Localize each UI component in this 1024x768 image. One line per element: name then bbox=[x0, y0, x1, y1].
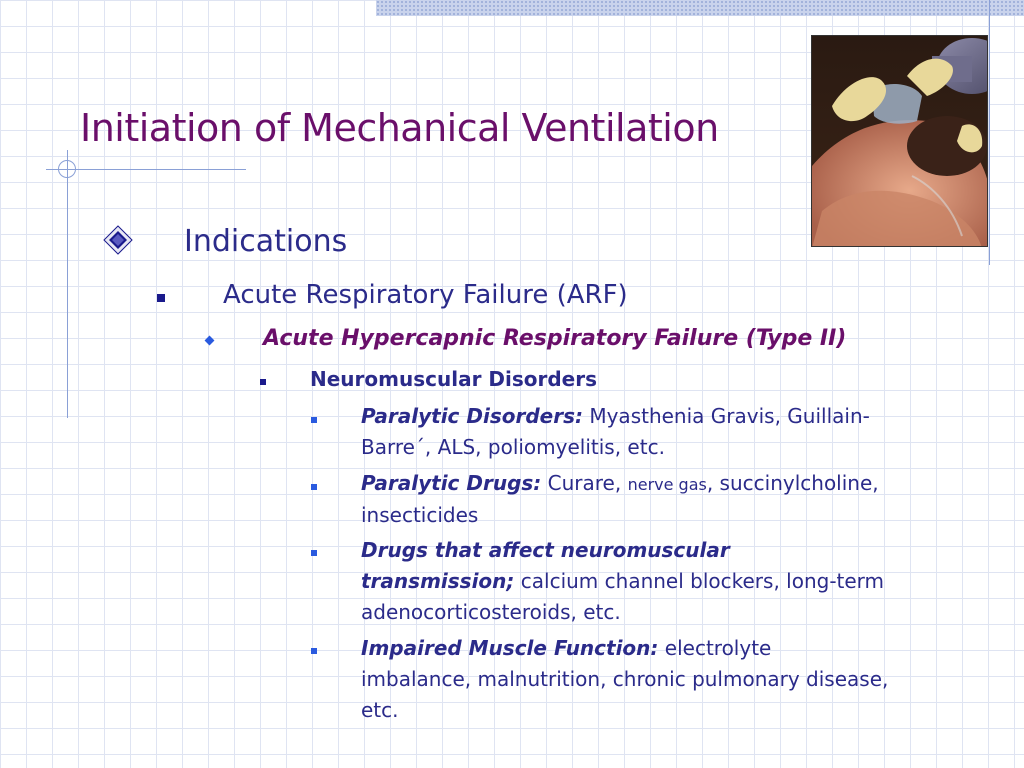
ventilation-photo bbox=[811, 35, 988, 247]
diamond-bullet-icon bbox=[103, 225, 133, 259]
item-text: calcium channel blockers, long-term bbox=[514, 569, 885, 593]
item-text: adenocorticosteroids, etc. bbox=[361, 600, 621, 624]
decorative-right-line bbox=[989, 0, 990, 265]
square-bullet-icon bbox=[311, 648, 317, 654]
patient-ventilation-image bbox=[812, 36, 988, 247]
list-item bbox=[361, 633, 961, 726]
slide-title: Initiation of Mechanical Ventilation bbox=[80, 106, 719, 150]
item-text: etc. bbox=[361, 698, 399, 722]
decorative-top-band bbox=[376, 0, 1024, 16]
item-text: Curare, bbox=[541, 471, 628, 495]
neuromuscular-heading: Neuromuscular Disorders bbox=[310, 367, 598, 391]
arf-heading: Acute Respiratory Failure (ARF) bbox=[223, 280, 628, 310]
item-text: imbalance, malnutrition, chronic pulmonary disease, bbox=[361, 667, 889, 691]
decorative-title-underline bbox=[46, 169, 246, 170]
item-text: Myasthenia Gravis, Guillain- bbox=[582, 404, 870, 428]
square-bullet-icon bbox=[157, 294, 165, 302]
square-bullet-icon bbox=[311, 417, 317, 423]
item-lead: Paralytic Disorders: bbox=[361, 404, 583, 428]
list-item bbox=[361, 401, 961, 463]
list-item bbox=[361, 468, 961, 531]
indications-heading: Indications bbox=[184, 224, 348, 259]
item-text: electrolyte bbox=[658, 636, 772, 660]
square-bullet-icon bbox=[260, 379, 266, 385]
square-bullet-icon bbox=[311, 484, 317, 490]
item-lead: Impaired Muscle Function: bbox=[361, 636, 659, 660]
item-lead: Drugs that affect neuromuscular bbox=[361, 538, 730, 562]
item-text: Barre´, ALS, poliomyelitis, etc. bbox=[361, 435, 665, 459]
decorative-vertical-line bbox=[67, 150, 68, 418]
decorative-circle-mark bbox=[58, 160, 76, 178]
item-text-small: nerve gas bbox=[627, 475, 707, 494]
item-lead: Paralytic Drugs: bbox=[361, 471, 542, 495]
type-ii-heading: Acute Hypercapnic Respiratory Failure (Type II) bbox=[263, 326, 847, 351]
item-lead: transmission; bbox=[361, 569, 515, 593]
item-text: insecticides bbox=[361, 503, 479, 527]
small-diamond-bullet-icon bbox=[205, 336, 215, 346]
square-bullet-icon bbox=[311, 550, 317, 556]
list-item bbox=[361, 535, 961, 628]
item-text: , succinylcholine, bbox=[706, 471, 879, 495]
